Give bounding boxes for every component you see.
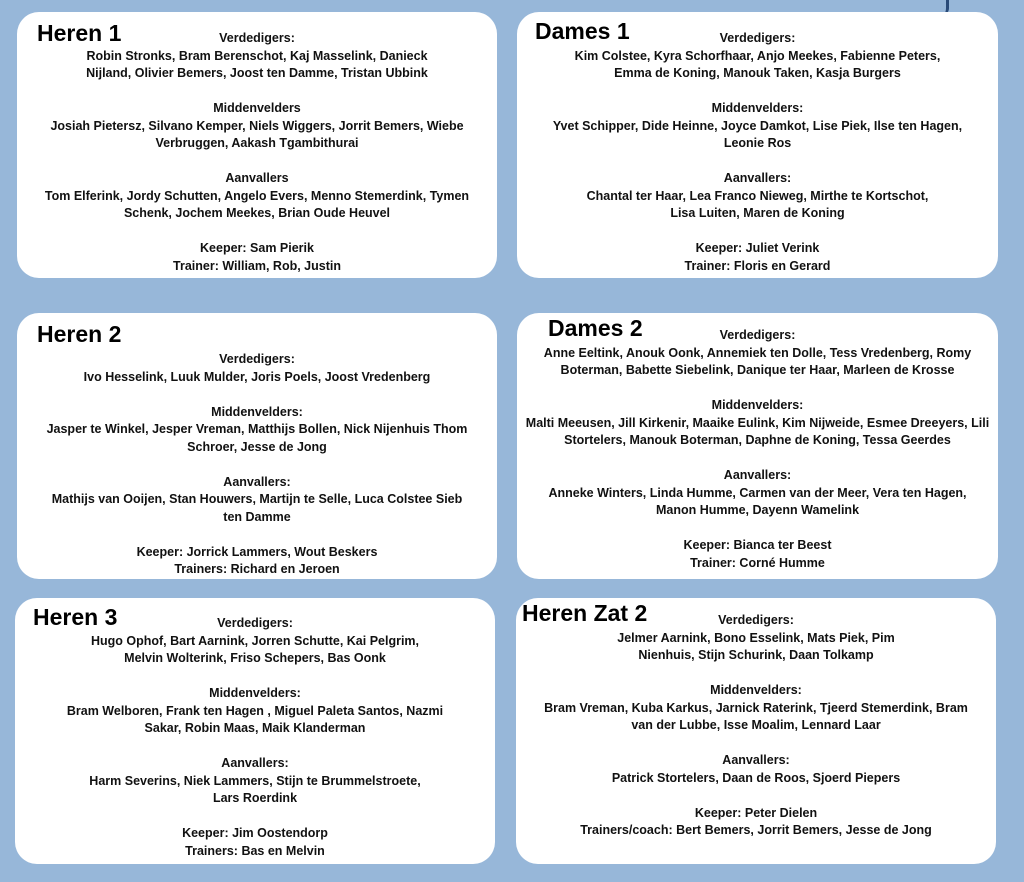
role-midfielders-label: Middenvelders: <box>710 683 802 697</box>
attackers-list: Anneke Winters, Linda Humme, Carmen van der Meer, Vera ten Hagen, Manon Humme, Dayenn Wamelink <box>548 485 967 517</box>
defenders-list: Robin Stronks, Bram Berenschot, Kaj Masselink, Danieck Nijland, Olivier Bemers, Joost ten Damme, Tristan Ubbink <box>86 48 428 80</box>
trainer-line: Trainer: William, Rob, Justin <box>173 258 341 273</box>
defenders-list: Kim Colstee, Kyra Schorfhaar, Anjo Meekes, Fabienne Peters, Emma de Koning, Manouk Taken, Kasja Burgers <box>574 48 941 80</box>
role-attackers-label: Aanvallers: <box>722 753 790 767</box>
team-card-heren-zat-2 <box>516 598 996 864</box>
midfielders-list: Bram Vreman, Kuba Karkus, Jarnick Raterink, Tjeerd Stemerdink, Bram van der Lubbe, Isse Moalim, Lennard Laar <box>544 700 968 732</box>
role-attackers-label: Aanvallers: <box>223 474 291 489</box>
team-title: Heren 1 <box>37 20 122 46</box>
role-attackers-label: Aanvallers <box>225 171 289 185</box>
attackers-list: Mathijs van Ooijen, Stan Houwers, Martijn te Selle, Luca Colstee Sieb ten Damme <box>51 492 463 524</box>
trainer-line: Trainer: Floris en Gerard <box>684 258 831 273</box>
defenders-list: Anne Eeltink, Anouk Oonk, Annemiek ten Dolle, Tess Vredenberg, Romy Boterman, Babette Siebelink, Danique ter Haar, Marleen de Krosse <box>543 345 972 377</box>
keeper-line: Keeper: Jorrick Lammers, Wout Beskers <box>136 544 378 559</box>
team-title: Heren Zat 2 <box>522 600 648 626</box>
role-attackers-label: Aanvallers: <box>723 468 792 482</box>
role-midfielders-label: Middenvelders: <box>711 101 804 115</box>
defenders-list: Jelmer Aarnink, Bono Esselink, Mats Piek, Pim Nienhuis, Stijn Schurink, Daan Tolkamp <box>617 630 895 662</box>
team-card-heren-2 <box>17 313 497 579</box>
role-attackers-label: Aanvallers: <box>723 171 792 185</box>
role-attackers-label: Aanvallers: <box>221 756 289 770</box>
role-defenders-label: Verdedigers: <box>219 31 295 45</box>
keeper-line: Keeper: Juliet Verink <box>695 241 820 255</box>
keeper-line: Keeper: Bianca ter Beest <box>683 538 832 552</box>
trainer-line: Trainers/coach: Bert Bemers, Jorrit Bemers, Jesse de Jong <box>580 823 932 837</box>
team-title: Heren 3 <box>33 604 118 630</box>
midfielders-list: Josiah Pietersz, Silvano Kemper, Niels Wiggers, Jorrit Bemers, Wiebe Verbruggen, Aakash Tgambithurai <box>50 118 464 150</box>
team-card-heren-3 <box>15 598 495 864</box>
role-defenders-label: Verdedigers: <box>719 31 796 45</box>
keeper-line: Keeper: Jim Oostendorp <box>182 826 328 840</box>
attackers-list: Tom Elferink, Jordy Schutten, Angelo Evers, Menno Stemerdink, Tymen Schenk, Jochem Meekes, Brian Oude Heuvel <box>44 188 470 220</box>
attackers-list: Harm Severins, Niek Lammers, Stijn te Brummelstroete, Lars Roerdink <box>89 773 421 805</box>
role-defenders-label: Verdedigers: <box>719 328 796 342</box>
team-card-heren-1 <box>17 12 497 278</box>
midfielders-list: Bram Welboren, Frank ten Hagen , Miguel Paleta Santos, Nazmi Sakar, Robin Maas, Maik Klanderman <box>66 703 444 735</box>
role-midfielders-label: Middenvelders: <box>211 404 303 419</box>
midfielders-list: Malti Meeusen, Jill Kirkenir, Maaike Eulink, Kim Nijweide, Esmee Dreeyers, Lili Stortelers, Manouk Boterman, Daphne de Koning, Tessa Geerdes <box>525 415 990 447</box>
team-title: Dames 2 <box>548 315 643 341</box>
defenders-list: Ivo Hesselink, Luuk Mulder, Joris Poels, Joost Vredenberg <box>83 369 431 384</box>
attackers-list: Patrick Stortelers, Daan de Roos, Sjoerd Piepers <box>611 770 901 785</box>
trainer-line: Trainers: Richard en Jeroen <box>174 562 340 576</box>
team-title: Heren 2 <box>37 321 122 347</box>
role-defenders-label: Verdedigers: <box>217 616 293 630</box>
role-defenders-label: Verdedigers: <box>718 613 794 627</box>
role-midfielders-label: Middenvelders <box>213 101 301 115</box>
team-card-dames-2 <box>517 313 998 579</box>
keeper-line: Keeper: Peter Dielen <box>694 805 818 820</box>
attackers-list: Chantal ter Haar, Lea Franco Nieweg, Mirthe te Kortschot, Lisa Luiten, Maren de Koning <box>586 188 929 220</box>
role-defenders-label: Verdedigers: <box>219 352 295 366</box>
role-midfielders-label: Middenvelders: <box>711 398 804 412</box>
defenders-list: Hugo Ophof, Bart Aarnink, Jorren Schutte, Kai Pelgrim, Melvin Wolterink, Friso Schepers, Bas Oonk <box>90 633 420 665</box>
midfielders-list: Jasper te Winkel, Jesper Vreman, Matthijs Bollen, Nick Nijenhuis Thom Schroer, Jesse de Jong <box>46 422 468 454</box>
keeper-line: Keeper: Sam Pierik <box>200 241 314 255</box>
trainer-line: Trainers: Bas en Melvin <box>185 843 325 858</box>
role-midfielders-label: Middenvelders: <box>209 686 301 700</box>
midfielders-list: Yvet Schipper, Dide Heinne, Joyce Damkot, Lise Piek, Ilse ten Hagen, Leonie Ros <box>552 118 963 150</box>
team-card-dames-1 <box>517 12 998 278</box>
team-title: Dames 1 <box>535 18 630 44</box>
trainer-line: Trainer: Corné Humme <box>690 555 825 570</box>
